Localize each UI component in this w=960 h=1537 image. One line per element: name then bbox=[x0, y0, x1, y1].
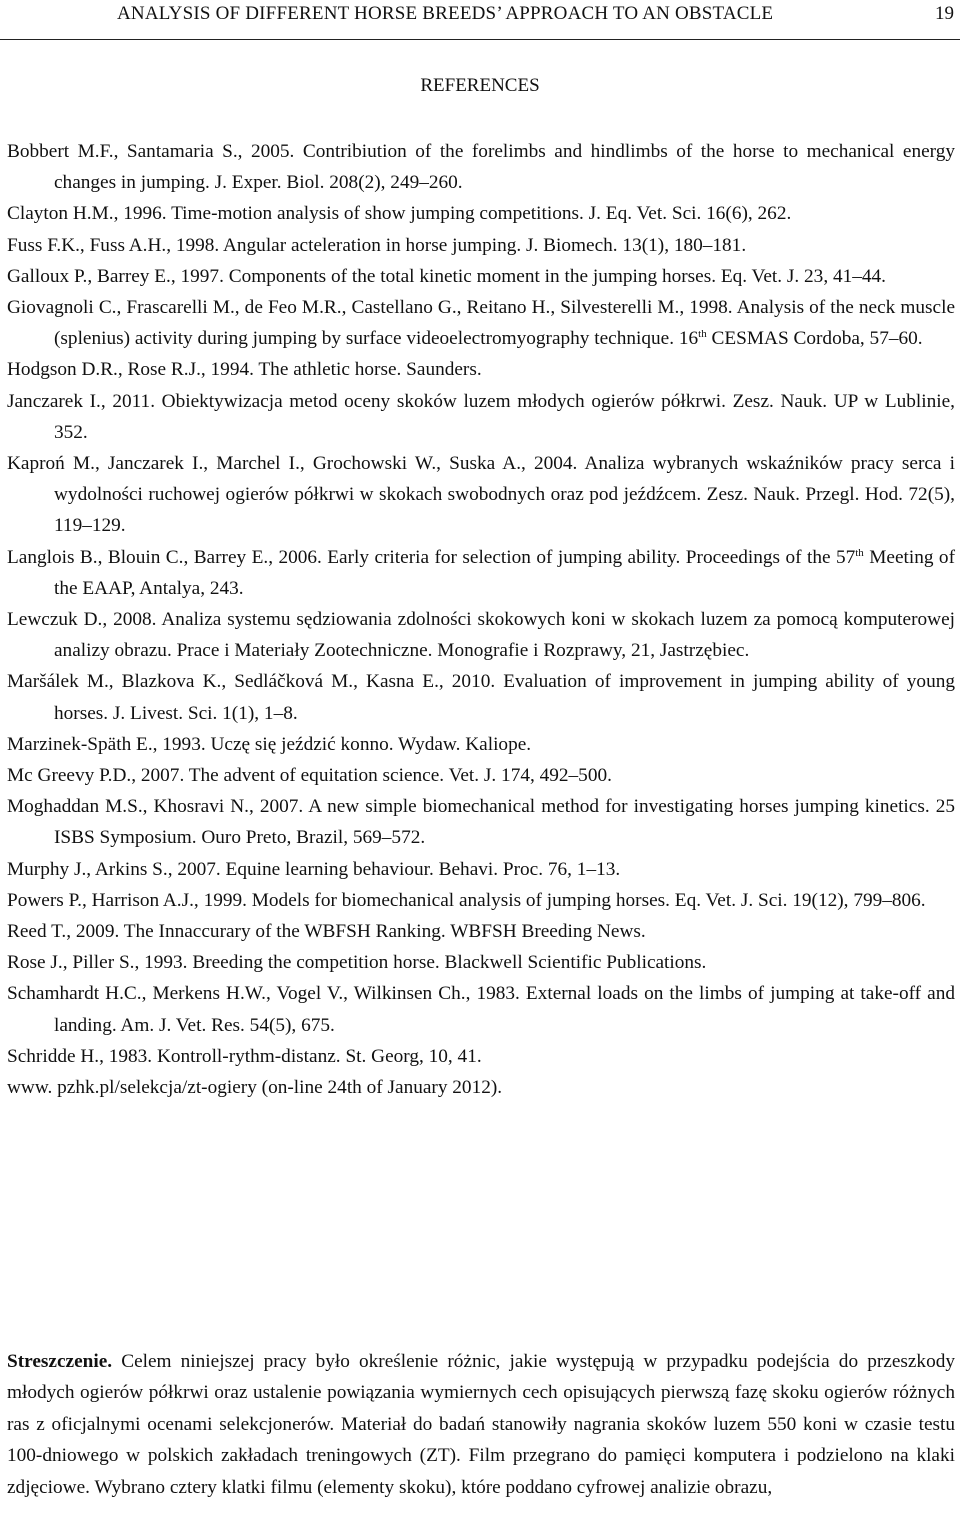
reference-text: Reed T., 2009. The Innaccurary of the WBFSH Ranking. WBFSH Breeding News. bbox=[7, 921, 646, 943]
reference-entry bbox=[7, 729, 955, 760]
reference-text: www. pzhk.pl/selekcja/zt-ogiery (on-line 24th of January 2012). bbox=[7, 1077, 503, 1099]
reference-text: Schridde H., 1983. Kontroll-rythm-distanz. St. Georg, 10, 41. bbox=[7, 1045, 482, 1067]
reference-entry bbox=[7, 230, 955, 261]
reference-entry bbox=[7, 261, 955, 292]
reference-text: Galloux P., Barrey E., 1997. Components of the total kinetic moment in the jumping horses. Eq. Vet. J. 23, 41–44. bbox=[7, 265, 886, 287]
reference-entry bbox=[7, 1041, 955, 1072]
reference-entry bbox=[7, 978, 955, 1040]
reference-entry bbox=[7, 448, 955, 542]
reference-text: Moghaddan M.S., Khosravi N., 2007. A new simple biomechanical method for investigating horses jumping kinetics. 25 ISBS Symposium. Ouro Preto, Brazil, 569–572. bbox=[7, 796, 955, 849]
reference-list bbox=[7, 136, 955, 1103]
reference-entry bbox=[7, 198, 955, 229]
reference-text: Janczarek I., 2011. Obiektywizacja metod oceny skoków luzem młodych ogierów półkrwi. Zesz. Nauk. UP w Lublinie, 352. bbox=[7, 390, 955, 443]
reference-text-continued: CESMAS Cordoba, 57–60. bbox=[706, 328, 923, 350]
reference-text: Langlois B., Blouin C., Barrey E., 2006. Early criteria for selection of jumping ability. Proceedings of the 57 bbox=[7, 546, 856, 568]
summary-body: Celem niniejszej pracy było określenie różnic, jakie występują w przypadku podejścia do przeszkody młodych ogierów półkrwi oraz ustalenie powiązania wymiernych cech opisujących pierwszą fazę skoku ogierów różnych ras z oficjalnymi ocenami selekcjonerów. Materiał do badań stanowiły nagrania skoków luzem 550 koni w czasie testu 100-dniowego w polskich zakładach treningowych (ZT). Film przegrano do pamięci komputera i podzielono na klaki zdjęciowe. Wybrano cztery klatki filmu (elementy skoku), które poddano cyfrowej analizie obrazu, bbox=[7, 1351, 955, 1498]
reference-text: Schamhardt H.C., Merkens H.W., Vogel V., Wilkinsen Ch., 1983. External loads on the limbs of jumping at take-off and landing. Am. J. Vet. Res. 54(5), 675. bbox=[7, 983, 955, 1036]
reference-text: Powers P., Harrison A.J., 1999. Models for biomechanical analysis of jumping horses. Eq. Vet. J. Sci. 19(12), 799–806. bbox=[7, 889, 926, 911]
reference-entry bbox=[7, 791, 955, 853]
reference-text: Mc Greevy P.D., 2007. The advent of equitation science. Vet. J. 174, 492–500. bbox=[7, 765, 612, 787]
reference-entry bbox=[7, 292, 955, 354]
reference-text: Kaproń M., Janczarek I., Marchel I., Grochowski W., Suska A., 2004. Analiza wybranych wskaźników pracy serca i wydolności ruchowej ogierów półkrwi w skokach swobodnych oraz pod jeźdźcem. Zesz. Nauk. Przegl. Hod. 72(5), 119–129. bbox=[7, 453, 955, 537]
reference-text: Maršálek M., Blazkova K., Sedláčková M., Kasna E., 2010. Evaluation of improvement in jumping ability of young horses. J. Livest. Sci. 1(1), 1–8. bbox=[7, 671, 955, 724]
reference-entry bbox=[7, 1072, 955, 1103]
reference-entry bbox=[7, 354, 955, 385]
reference-text: Clayton H.M., 1996. Time-motion analysis of show jumping competitions. J. Eq. Vet. Sci. 16(6), 262. bbox=[7, 203, 792, 225]
reference-entry bbox=[7, 916, 955, 947]
reference-text: Bobbert M.F., Santamaria S., 2005. Contribiution of the forelimbs and hindlimbs of the horse to mechanical energy changes in jumping. J. Exper. Biol. 208(2), 249–260. bbox=[7, 141, 955, 194]
reference-text: Giovagnoli C., Frascarelli M., de Feo M.R., Castellano G., Reitano H., Silvesterelli M., 1998. Analysis of the neck muscle (splenius) activity during jumping by surface videoelectromyography technique. 16 bbox=[7, 297, 955, 350]
summary-paragraph bbox=[7, 1346, 955, 1503]
reference-entry bbox=[7, 136, 955, 198]
running-title: ANALYSIS OF DIFFERENT HORSE BREEDS’ APPROACH TO AN OBSTACLE bbox=[117, 3, 774, 24]
reference-superscript: th bbox=[855, 546, 864, 559]
reference-text: Rose J., Piller S., 1993. Breeding the competition horse. Blackwell Scientific Publications. bbox=[7, 952, 707, 974]
page-number: 19 bbox=[935, 3, 954, 24]
reference-entry bbox=[7, 666, 955, 728]
reference-text: Lewczuk D., 2008. Analiza systemu sędziowania zdolności skokowych koni w skokach luzem za pomocą komputerowej analizy obrazu. Prace i Materiały Zootechniczne. Monografie i Rozprawy, 21, Jastrzębiec. bbox=[7, 609, 955, 662]
reference-text-continued: Meeting of the EAAP, Antalya, 243. bbox=[54, 546, 955, 599]
reference-entry bbox=[7, 885, 955, 916]
summary-lead: Streszczenie. bbox=[7, 1351, 113, 1372]
reference-entry bbox=[7, 947, 955, 978]
reference-superscript: th bbox=[698, 328, 707, 341]
reference-text: Marzinek-Späth E., 1993. Uczę się jeździć konno. Wydaw. Kaliope. bbox=[7, 733, 532, 755]
references-heading: REFERENCES bbox=[420, 75, 540, 96]
reference-text: Fuss F.K., Fuss A.H., 1998. Angular acteleration in horse jumping. J. Biomech. 13(1), 180–181. bbox=[7, 234, 747, 256]
reference-text: Murphy J., Arkins S., 2007. Equine learning behaviour. Behavi. Proc. 76, 1–13. bbox=[7, 858, 621, 880]
reference-entry bbox=[7, 854, 955, 885]
reference-text: Hodgson D.R., Rose R.J., 1994. The athletic horse. Saunders. bbox=[7, 359, 482, 381]
references-heading-row bbox=[0, 75, 960, 97]
reference-entry bbox=[7, 386, 955, 448]
reference-entry bbox=[7, 760, 955, 791]
reference-entry bbox=[7, 604, 955, 666]
running-header bbox=[0, 0, 960, 40]
reference-entry bbox=[7, 542, 955, 604]
